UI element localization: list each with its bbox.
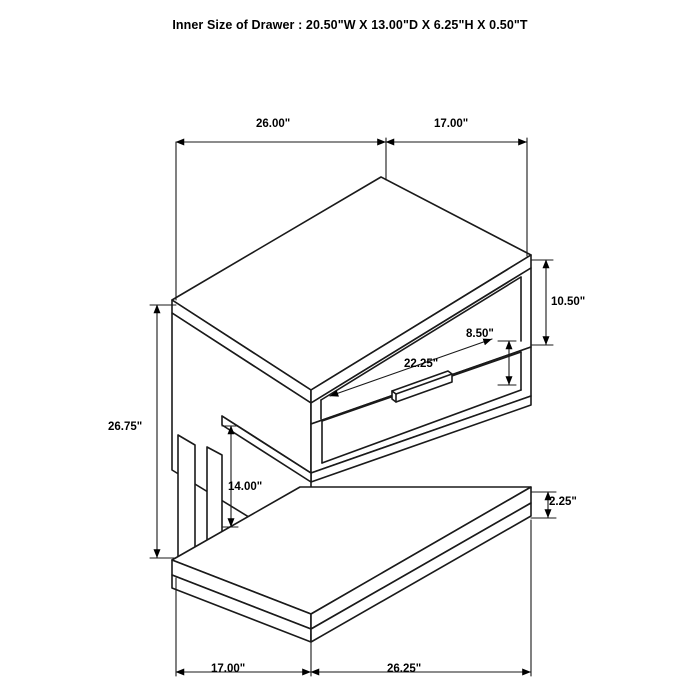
dimension-top-left: 26.00" xyxy=(256,118,291,130)
dimension-drawer-front-width: 22.25" xyxy=(404,358,439,370)
page-title: Inner Size of Drawer : 20.50"W X 13.00"D X 6.25"H X 0.50"T xyxy=(172,18,528,32)
dimension-top-right: 17.00" xyxy=(434,118,469,130)
dimension-shelf-opening-height: 14.00" xyxy=(228,481,263,493)
dimension-drawer-front-height: 8.50" xyxy=(466,328,494,340)
dimension-bottom-right: 26.25" xyxy=(387,663,422,675)
dimension-bottom-left: 17.00" xyxy=(211,663,246,675)
dimension-base-thickness: 2.25" xyxy=(549,496,577,508)
dimension-upper-right-height: 10.50" xyxy=(551,296,586,308)
dimension-overall-height: 26.75" xyxy=(108,421,143,433)
